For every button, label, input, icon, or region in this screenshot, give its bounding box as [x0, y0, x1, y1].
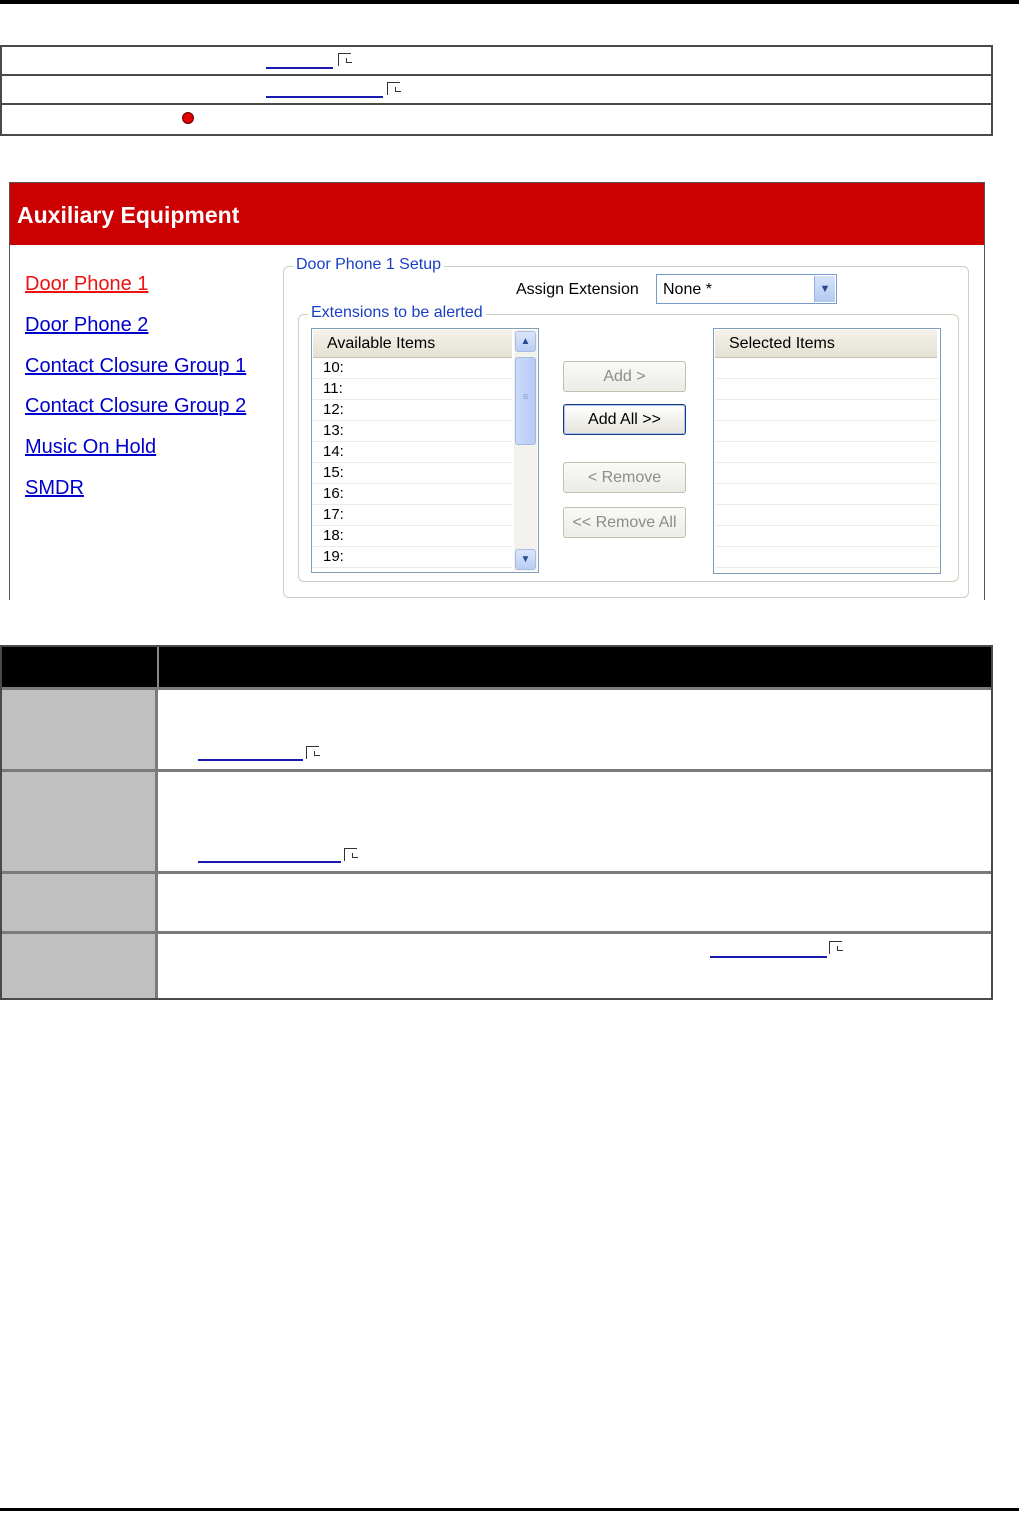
table-header: [2, 647, 991, 687]
remove-all-button[interactable]: << Remove All: [563, 507, 686, 538]
table-row: [2, 931, 991, 998]
list-item[interactable]: 11:: [313, 379, 512, 400]
cross-reference-link[interactable]: [198, 861, 341, 863]
list-item[interactable]: 10:: [313, 358, 512, 379]
page-reference-icon: [387, 82, 400, 95]
scroll-up-icon[interactable]: ▲: [515, 331, 536, 352]
nav-music-on-hold[interactable]: Music On Hold: [25, 436, 157, 458]
info-row: [2, 47, 991, 76]
empty-row: [715, 547, 939, 568]
list-item[interactable]: 15:: [313, 463, 512, 484]
selected-items-list[interactable]: [713, 328, 941, 574]
top-rule: [0, 0, 1019, 4]
panel-title: Auxiliary Equipment: [17, 202, 240, 228]
list-item[interactable]: 19:: [313, 547, 512, 568]
scrollbar-thumb[interactable]: ≡: [515, 357, 536, 445]
empty-row: [715, 484, 939, 505]
empty-row: [715, 421, 939, 442]
empty-row: [715, 442, 939, 463]
available-items-list[interactable]: [311, 328, 539, 573]
assign-extension-dropdown[interactable]: [656, 274, 837, 304]
add-all-button[interactable]: Add All >>: [563, 404, 686, 435]
description-table: [0, 645, 993, 1000]
page-reference-icon: [344, 848, 357, 861]
list-item[interactable]: 13:: [313, 421, 512, 442]
table-row: [2, 871, 991, 931]
auxiliary-equipment-panel: [9, 182, 985, 600]
cross-reference-link[interactable]: [266, 96, 383, 98]
row-label-cell: [2, 934, 158, 998]
empty-row: [715, 358, 939, 379]
list-item[interactable]: 17:: [313, 505, 512, 526]
available-items-scrollbar[interactable]: [514, 330, 537, 571]
empty-row: [715, 505, 939, 526]
door-phone-setup-legend: Door Phone 1 Setup: [293, 256, 444, 274]
page-reference-icon: [829, 941, 842, 954]
nav-door-phone-1[interactable]: Door Phone 1: [25, 273, 149, 295]
cross-reference-link[interactable]: [198, 759, 303, 761]
info-row: [2, 105, 991, 134]
red-dot-icon: [182, 112, 194, 124]
nav-door-phone-2[interactable]: Door Phone 2: [25, 314, 149, 336]
list-item[interactable]: 14:: [313, 442, 512, 463]
assign-extension-label: Assign Extension: [516, 281, 639, 298]
scroll-down-icon[interactable]: ▼: [515, 549, 536, 570]
nav-smdr[interactable]: SMDR: [25, 477, 84, 499]
chevron-down-icon[interactable]: ▼: [814, 276, 835, 302]
nav-contact-closure-group-2[interactable]: Contact Closure Group 2: [25, 395, 247, 417]
info-table: [0, 45, 993, 136]
add-button[interactable]: Add >: [563, 361, 686, 392]
cross-reference-link[interactable]: [710, 956, 827, 958]
table-row: [2, 769, 991, 871]
cross-reference-link[interactable]: [266, 67, 333, 69]
row-label-cell: [2, 772, 158, 871]
info-row: [2, 76, 991, 105]
extensions-alerted-legend: Extensions to be alerted: [308, 304, 486, 322]
table-row: [2, 687, 991, 769]
remove-button[interactable]: < Remove: [563, 462, 686, 493]
nav-contact-closure-group-1[interactable]: Contact Closure Group 1: [25, 355, 247, 377]
selected-items-header: Selected Items: [715, 330, 937, 358]
bottom-rule: [0, 1508, 1019, 1511]
list-item[interactable]: 16:: [313, 484, 512, 505]
page-reference-icon: [338, 53, 351, 66]
empty-row: [715, 379, 939, 400]
list-item[interactable]: 12:: [313, 400, 512, 421]
page-reference-icon: [306, 746, 319, 759]
available-items-header: Available Items: [313, 330, 512, 358]
row-label-cell: [2, 874, 158, 931]
assign-extension-value: None *: [663, 281, 712, 298]
list-item[interactable]: 18:: [313, 526, 512, 547]
header-divider: [157, 647, 159, 687]
panel-header: [10, 183, 984, 245]
row-label-cell: [2, 690, 158, 769]
empty-row: [715, 526, 939, 547]
empty-row: [715, 463, 939, 484]
empty-row: [715, 400, 939, 421]
